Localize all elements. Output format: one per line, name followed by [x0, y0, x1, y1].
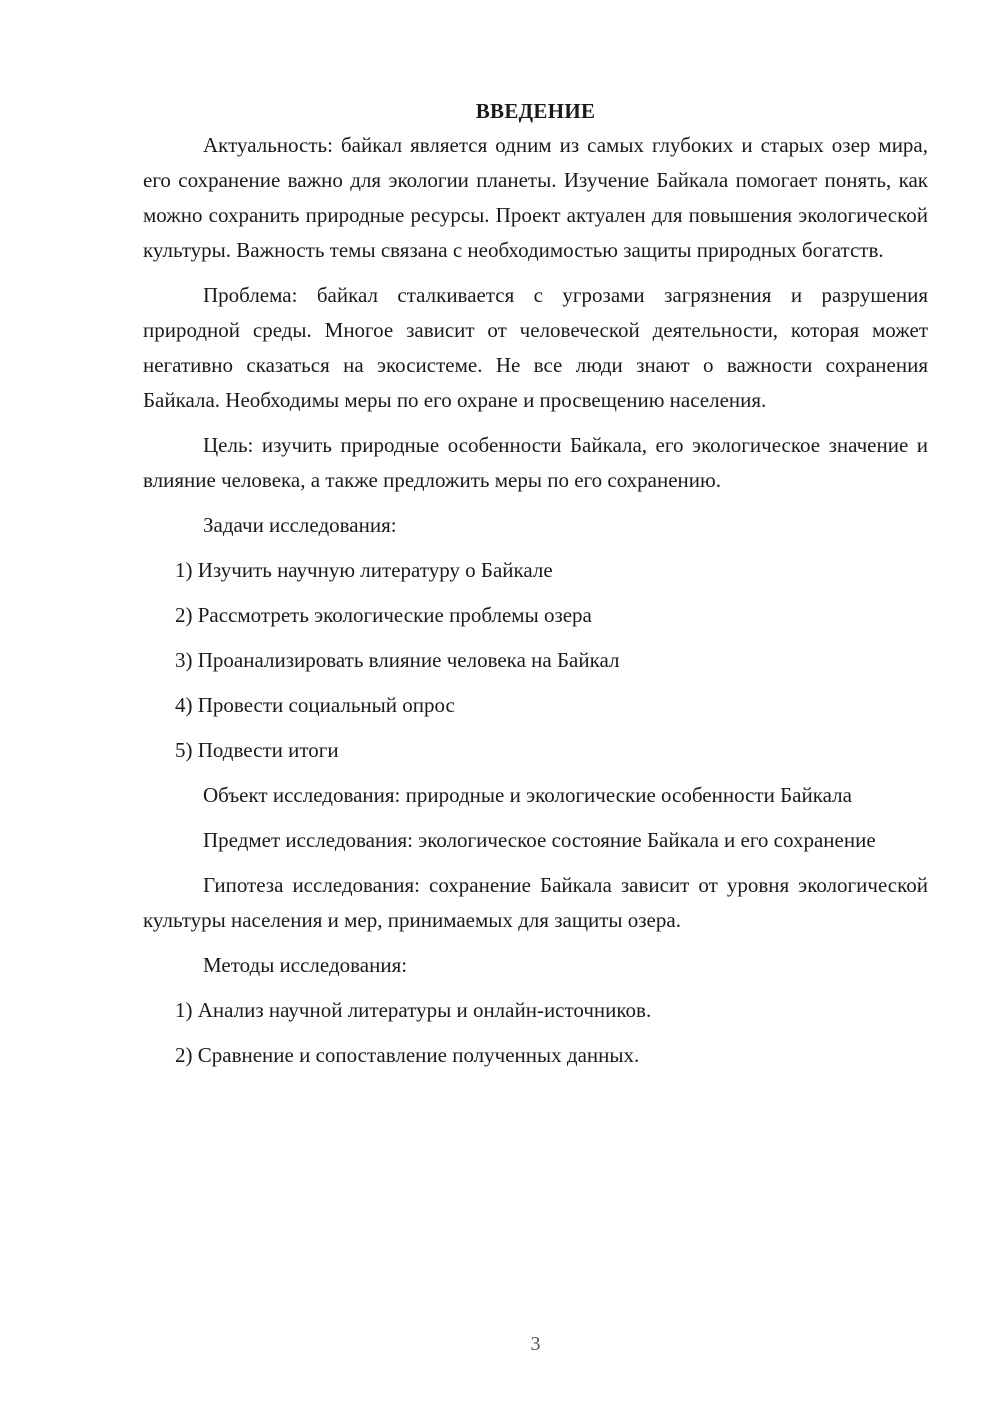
list-item: 2) Сравнение и сопоставление полученных данных. [175, 1043, 640, 1067]
document-page [143, 96, 928, 1083]
list-item: 2) Рассмотреть экологические проблемы озера [175, 603, 592, 627]
tasks-heading: Задачи исследования: [203, 513, 397, 537]
list-item: 1) Изучить научную литературу о Байкале [175, 558, 553, 582]
list-item: 5) Подвести итоги [175, 738, 339, 762]
hypothesis-paragraph: Гипотеза исследования: сохранение Байкала зависит от уровня экологической культуры населения и мер, принимаемых для защиты озера. [143, 873, 928, 932]
tasks-list [143, 553, 928, 768]
methods-heading: Методы исследования: [203, 953, 408, 977]
relevance-paragraph: Актуальность: байкал является одним из самых глубоких и старых озер мира, его сохранение важно для экологии планеты. Изучение Байкала помогает понять, как можно сохранить природные ресурсы. Проект актуален для повышения экологической культуры. Важность темы связана с необходимостью защиты природных богатств. [143, 133, 928, 262]
subject-paragraph: Предмет исследования: экологическое состояние Байкала и его сохранение [203, 828, 876, 852]
list-item: 4) Провести социальный опрос [175, 693, 455, 717]
document-title: ВВЕДЕНИЕ [475, 99, 596, 123]
methods-list [143, 993, 928, 1073]
page-number: 3 [530, 1333, 541, 1355]
object-paragraph: Объект исследования: природные и экологические особенности Байкала [203, 783, 852, 807]
list-item: 3) Проанализировать влияние человека на Байкал [175, 648, 620, 672]
list-item: 1) Анализ научной литературы и онлайн-источников. [175, 998, 652, 1022]
problem-paragraph: Проблема: байкал сталкивается с угрозами загрязнения и разрушения природной среды. Многое зависит от человеческой деятельности, которая может негативно сказаться на экосистеме. Не все люди знают о важности сохранения Байкала. Необходимы меры по его охране и просвещению населения. [143, 283, 928, 412]
goal-paragraph: Цель: изучить природные особенности Байкала, его экологическое значение и влияние человека, а также предложить меры по его сохранению. [143, 433, 928, 492]
